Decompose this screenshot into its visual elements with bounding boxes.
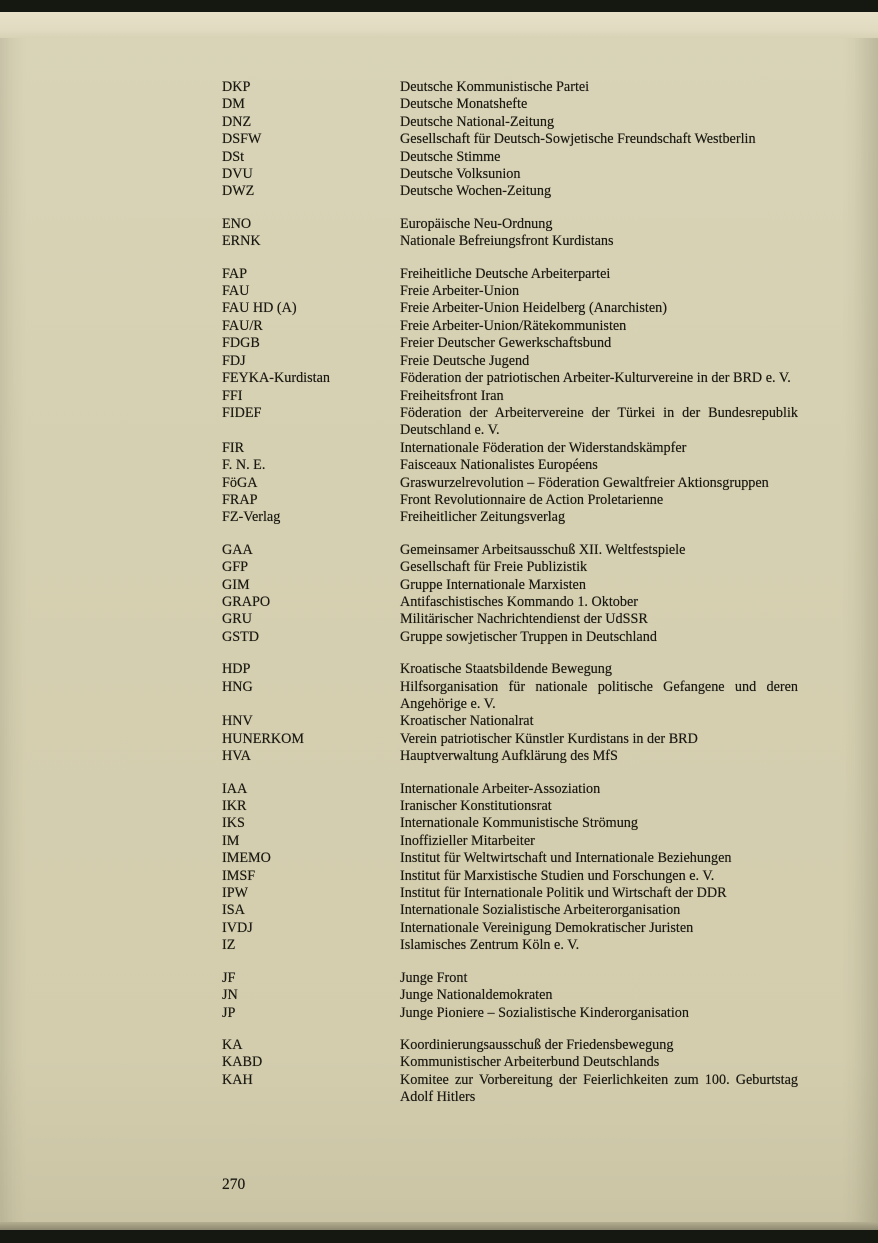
glossary-entry — [222, 594, 798, 611]
abbreviation: GSTD — [222, 628, 260, 645]
abbreviation: ISA — [222, 902, 245, 919]
definition: Kommunistischer Arbeiterbund Deutschlands — [400, 1054, 660, 1071]
definition: Freie Arbeiter-Union Heidelberg (Anarchisten) — [400, 300, 667, 317]
definition: Freie Deutsche Jugend — [400, 352, 530, 369]
abbreviation: IKS — [222, 815, 245, 832]
definition: Deutsche Monatshefte — [400, 96, 528, 113]
definition: Internationale Kommunistische Strömung — [400, 815, 638, 832]
glossary-entry — [222, 1005, 798, 1022]
glossary-entry — [222, 233, 798, 250]
abbreviation: FIR — [222, 439, 245, 456]
page-bottom-band — [0, 1222, 878, 1230]
glossary-entry — [222, 629, 798, 646]
glossary-group — [222, 216, 798, 251]
scan-edge-top — [0, 0, 878, 12]
abbreviation: FIDEF — [222, 404, 262, 421]
glossary-entry — [222, 149, 798, 166]
abbreviation: FRAP — [222, 491, 258, 508]
definition: Nationale Befreiungsfront Kurdistans — [400, 233, 614, 250]
definition: Junge Nationaldemokraten — [400, 987, 553, 1004]
glossary-entry — [222, 405, 798, 440]
definition: Gruppe Internationale Marxisten — [400, 576, 586, 593]
glossary-group — [222, 1037, 798, 1107]
glossary-entry — [222, 833, 798, 850]
glossary-entry — [222, 577, 798, 594]
abbreviation: DNZ — [222, 113, 252, 130]
abbreviation: FAU/R — [222, 317, 263, 334]
definition: Freie Arbeiter-Union/Rätekommunisten — [400, 317, 627, 334]
abbreviation: KAH — [222, 1071, 253, 1088]
abbreviation: FöGA — [222, 474, 258, 491]
glossary-entry — [222, 798, 798, 815]
glossary-entry — [222, 781, 798, 798]
abbreviation: FEYKA-Kurdistan — [222, 370, 330, 387]
abbreviation: HUNERKOM — [222, 730, 304, 747]
definition: Föderation der Arbeitervereine der Türkei in der Bundesrepublik Deutschland e. V. — [400, 404, 798, 439]
abbreviation: HNG — [222, 678, 253, 695]
definition: Graswurzelrevolution – Föderation Gewaltfreier Aktionsgruppen — [400, 474, 769, 491]
definition: Föderation der patriotischen Arbeiter-Kulturvereine in der BRD e. V. — [400, 370, 791, 387]
page-top-band — [0, 12, 878, 38]
definition: Institut für Marxistische Studien und Forschungen e. V. — [400, 867, 715, 884]
abbreviation: GFP — [222, 559, 249, 576]
abbreviation: DSFW — [222, 131, 262, 148]
definition: Faisceaux Nationalistes Européens — [400, 457, 598, 474]
abbreviation: KABD — [222, 1054, 263, 1071]
glossary-group — [222, 970, 798, 1022]
definition: Hilfsorganisation für nationale politische Gefangene und deren Angehörige e. V. — [400, 678, 798, 712]
glossary-entry — [222, 266, 798, 283]
glossary-list — [222, 79, 798, 1107]
abbreviation: HVA — [222, 748, 251, 765]
glossary-entry — [222, 748, 798, 765]
abbreviation: JP — [222, 1004, 236, 1021]
glossary-entry — [222, 79, 798, 96]
abbreviation: DVU — [222, 166, 253, 183]
glossary-entry — [222, 509, 798, 526]
definition: Internationale Vereinigung Demokratischer Juristen — [400, 919, 694, 936]
abbreviation: GAA — [222, 541, 253, 558]
abbreviation: FFI — [222, 387, 243, 404]
glossary-entry — [222, 353, 798, 370]
glossary-entry — [222, 815, 798, 832]
glossary-entry — [222, 885, 798, 902]
definition: Gemeinsamer Arbeitsausschuß XII. Weltfestspiele — [400, 541, 686, 558]
definition: Freie Arbeiter-Union — [400, 283, 520, 300]
definition: Deutsche Stimme — [400, 148, 501, 165]
abbreviation: IPW — [222, 885, 249, 902]
glossary-entry — [222, 868, 798, 885]
abbreviation: IMEMO — [222, 850, 271, 867]
glossary-entry — [222, 850, 798, 867]
abbreviation: IKR — [222, 798, 247, 815]
abbreviation: ERNK — [222, 233, 261, 250]
glossary-entry — [222, 131, 798, 148]
abbreviation: FAU — [222, 283, 250, 300]
glossary-entry — [222, 388, 798, 405]
glossary-entry — [222, 183, 798, 200]
glossary-entry — [222, 457, 798, 474]
glossary-entry — [222, 920, 798, 937]
abbreviation: FDGB — [222, 335, 260, 352]
abbreviation: IZ — [222, 937, 236, 954]
definition: Deutsche Volksunion — [400, 166, 521, 183]
definition: Koordinierungsausschuß der Friedensbewegung — [400, 1036, 674, 1053]
abbreviation: HNV — [222, 713, 253, 730]
glossary-entry — [222, 283, 798, 300]
glossary-entry — [222, 216, 798, 233]
glossary-entry — [222, 902, 798, 919]
glossary-entry — [222, 96, 798, 113]
glossary-entry — [222, 559, 798, 576]
definition: Gruppe sowjetischer Truppen in Deutschland — [400, 628, 657, 645]
definition: Front Revolutionnaire de Action Proletarienne — [400, 491, 664, 508]
glossary-entry — [222, 611, 798, 628]
glossary-entry — [222, 987, 798, 1004]
abbreviation: IVDJ — [222, 919, 253, 936]
glossary-entry — [222, 731, 798, 748]
abbreviation: HDP — [222, 661, 251, 678]
definition: Iranischer Konstitutionsrat — [400, 798, 552, 815]
glossary-group — [222, 661, 798, 765]
glossary-entry — [222, 166, 798, 183]
abbreviation: DKP — [222, 79, 251, 95]
definition: Freiheitsfront Iran — [400, 387, 504, 404]
definition: Kroatische Staatsbildende Bewegung — [400, 661, 612, 678]
glossary-entry — [222, 300, 798, 317]
definition: Antifaschistisches Kommando 1. Oktober — [400, 593, 638, 610]
glossary-entry — [222, 1037, 798, 1054]
definition: Freiheitliche Deutsche Arbeiterpartei — [400, 265, 611, 282]
glossary-entry — [222, 937, 798, 954]
definition: Internationale Arbeiter-Assoziation — [400, 780, 601, 797]
abbreviation: FAP — [222, 265, 247, 282]
abbreviation: JN — [222, 987, 238, 1004]
glossary-group — [222, 266, 798, 527]
definition: Inoffizieller Mitarbeiter — [400, 832, 535, 849]
abbreviation: ENO — [222, 215, 252, 232]
abbreviation: IM — [222, 832, 240, 849]
definition: Europäische Neu-Ordnung — [400, 215, 553, 232]
abbreviation: JF — [222, 969, 236, 986]
definition: Junge Front — [400, 969, 468, 986]
definition: Institut für Internationale Politik und Wirtschaft der DDR — [400, 885, 727, 902]
glossary-entry — [222, 679, 798, 714]
glossary-entry — [222, 440, 798, 457]
glossary-entry — [222, 318, 798, 335]
definition: Internationale Sozialistische Arbeiterorganisation — [400, 902, 681, 919]
definition: Kroatischer Nationalrat — [400, 713, 534, 730]
abbreviation: DSt — [222, 148, 245, 165]
definition: Freiheitlicher Zeitungsverlag — [400, 509, 566, 526]
glossary-group — [222, 79, 798, 201]
abbreviation: DM — [222, 96, 245, 113]
glossary-entry — [222, 1054, 798, 1071]
abbreviation: FAU HD (A) — [222, 300, 297, 317]
definition: Deutsche Kommunistische Partei — [400, 79, 590, 95]
definition: Deutsche Wochen-Zeitung — [400, 183, 552, 200]
abbreviation: FZ-Verlag — [222, 509, 281, 526]
definition: Deutsche National-Zeitung — [400, 113, 555, 130]
definition: Komitee zur Vorbereitung der Feierlichkeiten zum 100. Geburtstag Adolf Hitlers — [400, 1071, 798, 1106]
scan-edge-bottom — [0, 1230, 878, 1243]
glossary-entry — [222, 1072, 798, 1107]
glossary-entry — [222, 661, 798, 678]
definition: Internationale Föderation der Widerstandskämpfer — [400, 439, 687, 456]
definition: Institut für Weltwirtschaft und Internationale Beziehungen — [400, 850, 732, 867]
definition: Islamisches Zentrum Köln e. V. — [400, 937, 580, 954]
definition: Militärischer Nachrichtendienst der UdSSR — [400, 611, 648, 628]
glossary-entry — [222, 335, 798, 352]
abbreviation: GIM — [222, 576, 250, 593]
abbreviation: IMSF — [222, 867, 256, 884]
glossary-entry — [222, 970, 798, 987]
glossary-entry — [222, 475, 798, 492]
glossary-entry — [222, 492, 798, 509]
glossary-group — [222, 542, 798, 646]
definition: Hauptverwaltung Aufklärung des MfS — [400, 748, 618, 765]
definition: Gesellschaft für Deutsch-Sowjetische Freundschaft Westberlin — [400, 131, 756, 148]
abbreviation: FDJ — [222, 352, 246, 369]
abbreviation: GRAPO — [222, 593, 271, 610]
page-number: 270 — [222, 1176, 246, 1193]
glossary-entry — [222, 370, 798, 387]
glossary-entry — [222, 713, 798, 730]
definition: Verein patriotischer Künstler Kurdistans in der BRD — [400, 730, 698, 747]
glossary-entry — [222, 542, 798, 559]
abbreviation: GRU — [222, 611, 252, 628]
abbreviation: F. N. E. — [222, 457, 266, 474]
definition: Junge Pioniere – Sozialistische Kinderorganisation — [400, 1004, 689, 1021]
abbreviation: KA — [222, 1036, 243, 1053]
abbreviation: DWZ — [222, 183, 255, 200]
abbreviation: IAA — [222, 780, 248, 797]
glossary-entry — [222, 114, 798, 131]
definition: Gesellschaft für Freie Publizistik — [400, 559, 588, 576]
definition: Freier Deutscher Gewerkschaftsbund — [400, 335, 612, 352]
glossary-group — [222, 781, 798, 955]
